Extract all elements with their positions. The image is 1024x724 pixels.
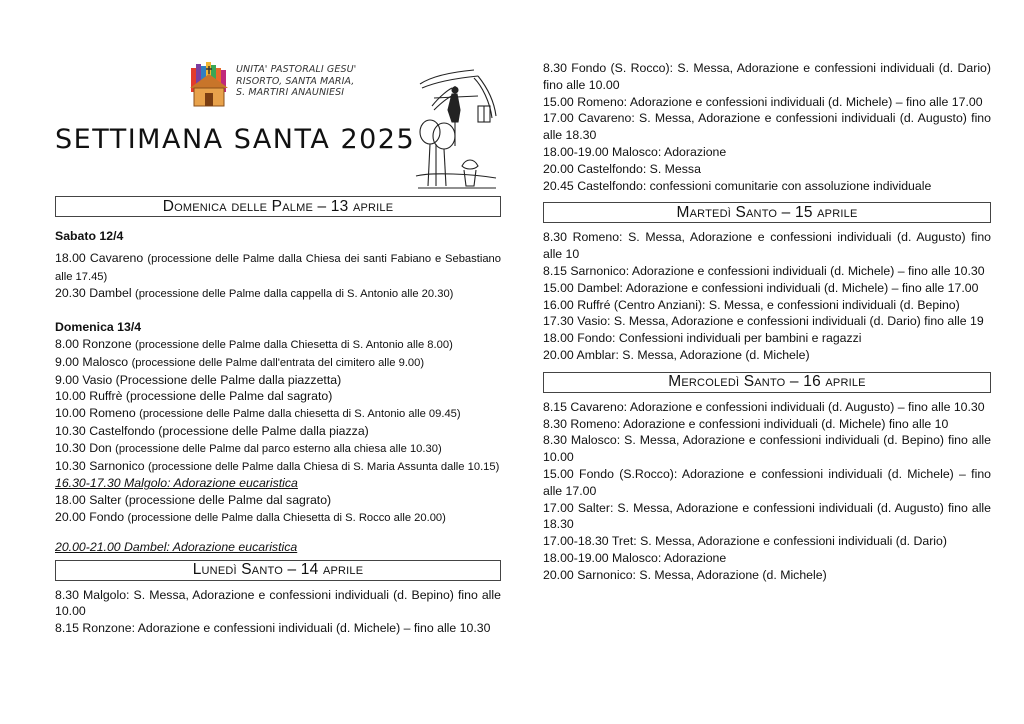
item-note: (processione delle Palme dalla Chiesetta di S. Antonio alle 8.00) xyxy=(135,338,453,351)
item-main: 20.00 Fondo xyxy=(55,509,128,524)
list-item: 20.00 Sarnonico: S. Messa, Adorazione (d. Michele) xyxy=(543,567,827,582)
item-note: (processione delle Palme dalla cappella di S. Antonio alle 20.30) xyxy=(134,288,454,301)
list-item: 17.00 Salter: S. Messa, Adorazione e confessioni individuali (d. Augusto) fino alle 18.30 xyxy=(543,500,991,532)
item-note: (processione delle Palme dalla Chiesa dei santi Fabiano e Sebastiano alle 17.45) xyxy=(55,252,501,283)
list-item: 17.30 Vasio: S. Messa, Adorazione e confessioni individuali (d. Dario) fino alle 19 xyxy=(543,314,984,329)
section-heading-lunedi: Lunedì Santo – 14 aprile xyxy=(55,560,501,581)
organization-name xyxy=(236,64,356,99)
item-note: (processione delle Palme dalla Chiesa di S. Maria Assunta dalle 10.15) xyxy=(147,460,500,473)
page-title: SETTIMANA SANTA 2025 xyxy=(55,124,416,155)
list-item: 18.00-19.00 Malosco: Adorazione xyxy=(543,144,727,159)
item-main: 18.00 Salter (processione delle Palme dal sagrato) xyxy=(55,493,332,508)
item-note: (processione delle Palme dall'entrata del cimitero alle 9.00) xyxy=(131,356,425,369)
list-item: 8.30 Fondo (S. Rocco): S. Messa, Adorazione e confessioni individuali (d. Dario) fino alle 10.00 xyxy=(543,61,991,92)
list-item xyxy=(55,336,501,354)
list-item xyxy=(55,440,501,458)
adorazione-malgolo: 16.30-17.30 Malgolo: Adorazione eucaristica xyxy=(55,476,298,491)
item-note: (processione delle Palme dalla Chiesetta di S. Rocco alle 20.00) xyxy=(127,511,446,524)
item-note: (processione delle Palme dal parco esterno alla chiesa alle 10.30) xyxy=(115,442,442,455)
adorazione-dambel: 20.00-21.00 Dambel: Adorazione eucaristica xyxy=(55,539,298,554)
list-item: 17.00-18.30 Tret: S. Messa, Adorazione e confessioni individuali (d. Dario) xyxy=(543,534,947,549)
list-item xyxy=(55,458,501,476)
list-item: 18.00-19.00 Malosco: Adorazione xyxy=(543,550,727,565)
list-item: 8.30 Malosco: S. Messa, Adorazione e confessioni individuali (d. Bepino) fino alle 10.00 xyxy=(543,433,991,465)
list-item: 8.30 Romeno: Adorazione e confessioni individuali (d. Michele) fino alle 10 xyxy=(543,416,949,431)
list-item: 20.45 Castelfondo: confessioni comunitarie con assoluzione individuale xyxy=(543,178,932,193)
list-item: 20.00 Amblar: S. Messa, Adorazione (d. Michele) xyxy=(543,347,810,362)
list-item: 15.00 Fondo (S.Rocco): Adorazione e confessioni individuali (d. Michele) – fino alle 17.00 xyxy=(543,466,991,498)
list-item: 15.00 Dambel: Adorazione e confessioni individuali (d. Michele) – fino alle 17.00 xyxy=(543,280,979,295)
list-item xyxy=(55,509,501,527)
list-item xyxy=(55,285,501,303)
org-line-3: S. MARTIRI ANAUNIESI xyxy=(236,87,345,98)
list-item xyxy=(55,250,501,286)
item-main: 8.00 Ronzone xyxy=(55,336,135,351)
list-item: 8.15 Ronzone: Adorazione e confessioni individuali (d. Michele) – fino alle 10.30 xyxy=(55,621,491,636)
list-item: 20.00 Castelfondo: S. Messa xyxy=(543,161,701,176)
crucifix-sketch-icon xyxy=(412,66,498,190)
list-item: 18.00 Fondo: Confessioni individuali per bambini e ragazzi xyxy=(543,331,862,346)
item-main: 9.00 Malosco xyxy=(55,354,132,369)
list-item xyxy=(55,372,501,389)
item-main: 10.30 Sarnonico xyxy=(55,458,148,473)
item-main: 20.30 Dambel xyxy=(55,286,135,301)
list-item: 17.00 Cavareno: S. Messa, Adorazione e confessioni individuali (d. Augusto) fino alle 18.30 xyxy=(543,111,991,143)
list-item xyxy=(55,405,501,423)
item-main: 10.00 Ruffrè (processione delle Palme dal sagrato) xyxy=(55,389,333,404)
list-item: 16.00 Ruffré (Centro Anziani): S. Messa, e confessioni individuali (d. Bepino) xyxy=(543,297,960,312)
org-line-2: RISORTO, SANTA MARIA, xyxy=(236,75,355,87)
right-column xyxy=(543,60,991,584)
section-heading-palme: Domenica delle Palme – 13 aprile xyxy=(55,196,501,217)
list-item xyxy=(55,423,501,440)
item-main: 10.00 Romeno xyxy=(55,406,140,421)
item-note: (processione delle Palme dalla chiesetta di S. Antonio alle 09.45) xyxy=(139,408,461,421)
list-item: 8.30 Malgolo: S. Messa, Adorazione e confessioni individuali (d. Bepino) fino alle 10.00 xyxy=(55,587,501,619)
list-item xyxy=(55,354,501,372)
list-item xyxy=(55,388,501,405)
list-item: 8.30 Romeno: S. Messa, Adorazione e confessioni individuali (d. Augusto) fino alle 10 xyxy=(543,230,991,262)
list-item: 8.15 Sarnonico: Adorazione e confessioni individuali (d. Michele) – fino alle 10.30 xyxy=(543,263,985,278)
list-item: 15.00 Romeno: Adorazione e confessioni individuali (d. Michele) – fino alle 17.00 xyxy=(543,94,983,109)
item-main: 9.00 Vasio (Processione delle Palme dalla piazzetta) xyxy=(55,372,342,387)
sabato-label: Sabato 12/4 xyxy=(55,229,124,243)
domenica-label: Domenica 13/4 xyxy=(55,320,142,335)
left-column xyxy=(55,196,501,637)
list-item: 8.15 Cavareno: Adorazione e confessioni individuali (d. Augusto) – fino alle 10.30 xyxy=(543,399,985,414)
list-item xyxy=(55,492,501,509)
section-heading-martedi: Martedì Santo – 15 aprile xyxy=(543,202,991,223)
item-main: 18.00 Cavareno xyxy=(55,250,148,265)
section-heading-mercoledi: Mercoledì Santo – 16 aprile xyxy=(543,372,991,393)
item-main: 10.30 Castelfondo (processione delle Palme dalla piazza) xyxy=(55,423,369,438)
church-logo-icon xyxy=(188,58,232,108)
org-line-1: UNITA' PASTORALI GESU' xyxy=(236,64,357,75)
item-main: 10.30 Don xyxy=(55,440,116,455)
